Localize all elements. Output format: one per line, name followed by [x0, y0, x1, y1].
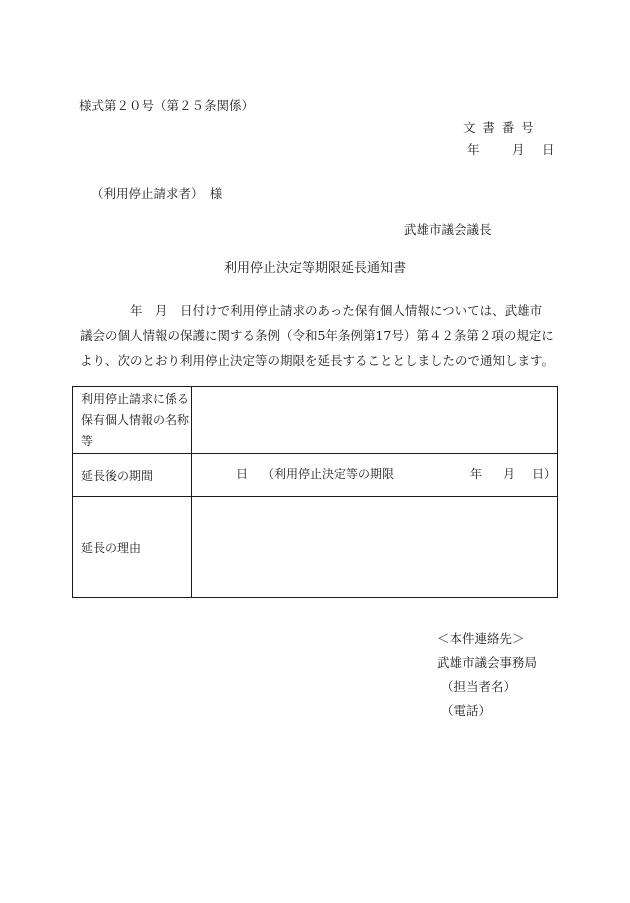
notice-body — [80, 298, 558, 373]
deadline-month-label: 月 — [503, 467, 516, 481]
deadline-year-label: 年 — [470, 467, 483, 481]
contact-person: （担当者名） — [441, 679, 517, 694]
table-row — [73, 387, 558, 454]
requested-info-label: 利用停止請求に係る保有個人情報の名称等 — [73, 387, 192, 454]
sender: 武雄市議会議長 — [404, 222, 492, 237]
contact-phone: （電話） — [441, 703, 492, 718]
contact-heading: ＜本件連絡先＞ — [437, 631, 525, 646]
contact-office: 武雄市議会事務局 — [437, 655, 538, 670]
extended-period-value — [192, 454, 558, 497]
document-title: 利用停止決定等期限延長通知書 — [223, 261, 406, 276]
date-year-label: 年 — [467, 142, 480, 157]
extension-reason-value — [192, 497, 558, 598]
date-day-label: 日 — [542, 142, 555, 157]
period-day-label: 日 — [236, 467, 249, 481]
form-number: 様式第２０号（第２５条関係） — [79, 98, 255, 113]
table-row — [73, 454, 558, 497]
date-month-label: 月 — [512, 142, 525, 157]
table-row — [73, 497, 558, 598]
body-line-3: より、次のとおり利用停止決定等の期限を延長することとしましたので通知します。 — [80, 353, 555, 368]
extension-details-table — [72, 386, 558, 598]
issue-date — [467, 144, 555, 157]
deadline-day-label: 日） — [532, 467, 557, 481]
addressee: （利用停止請求者） 様 — [91, 186, 223, 201]
contact-info — [437, 627, 537, 723]
deadline-label: （利用停止決定等の期限 — [262, 467, 395, 481]
requested-info-value — [192, 387, 558, 454]
body-line-1: 年 月 日付けで利用停止請求のあった保有個人情報については、武雄市 — [130, 303, 543, 318]
body-line-2: 議会の個人情報の保護に関する条例（令和5年条例第17号）第４２条第２項の規定に — [80, 328, 554, 343]
extended-period-label: 延長後の期間 — [73, 454, 192, 497]
document-number-label: 文書番号 — [463, 120, 541, 135]
extension-reason-label: 延長の理由 — [73, 497, 192, 598]
